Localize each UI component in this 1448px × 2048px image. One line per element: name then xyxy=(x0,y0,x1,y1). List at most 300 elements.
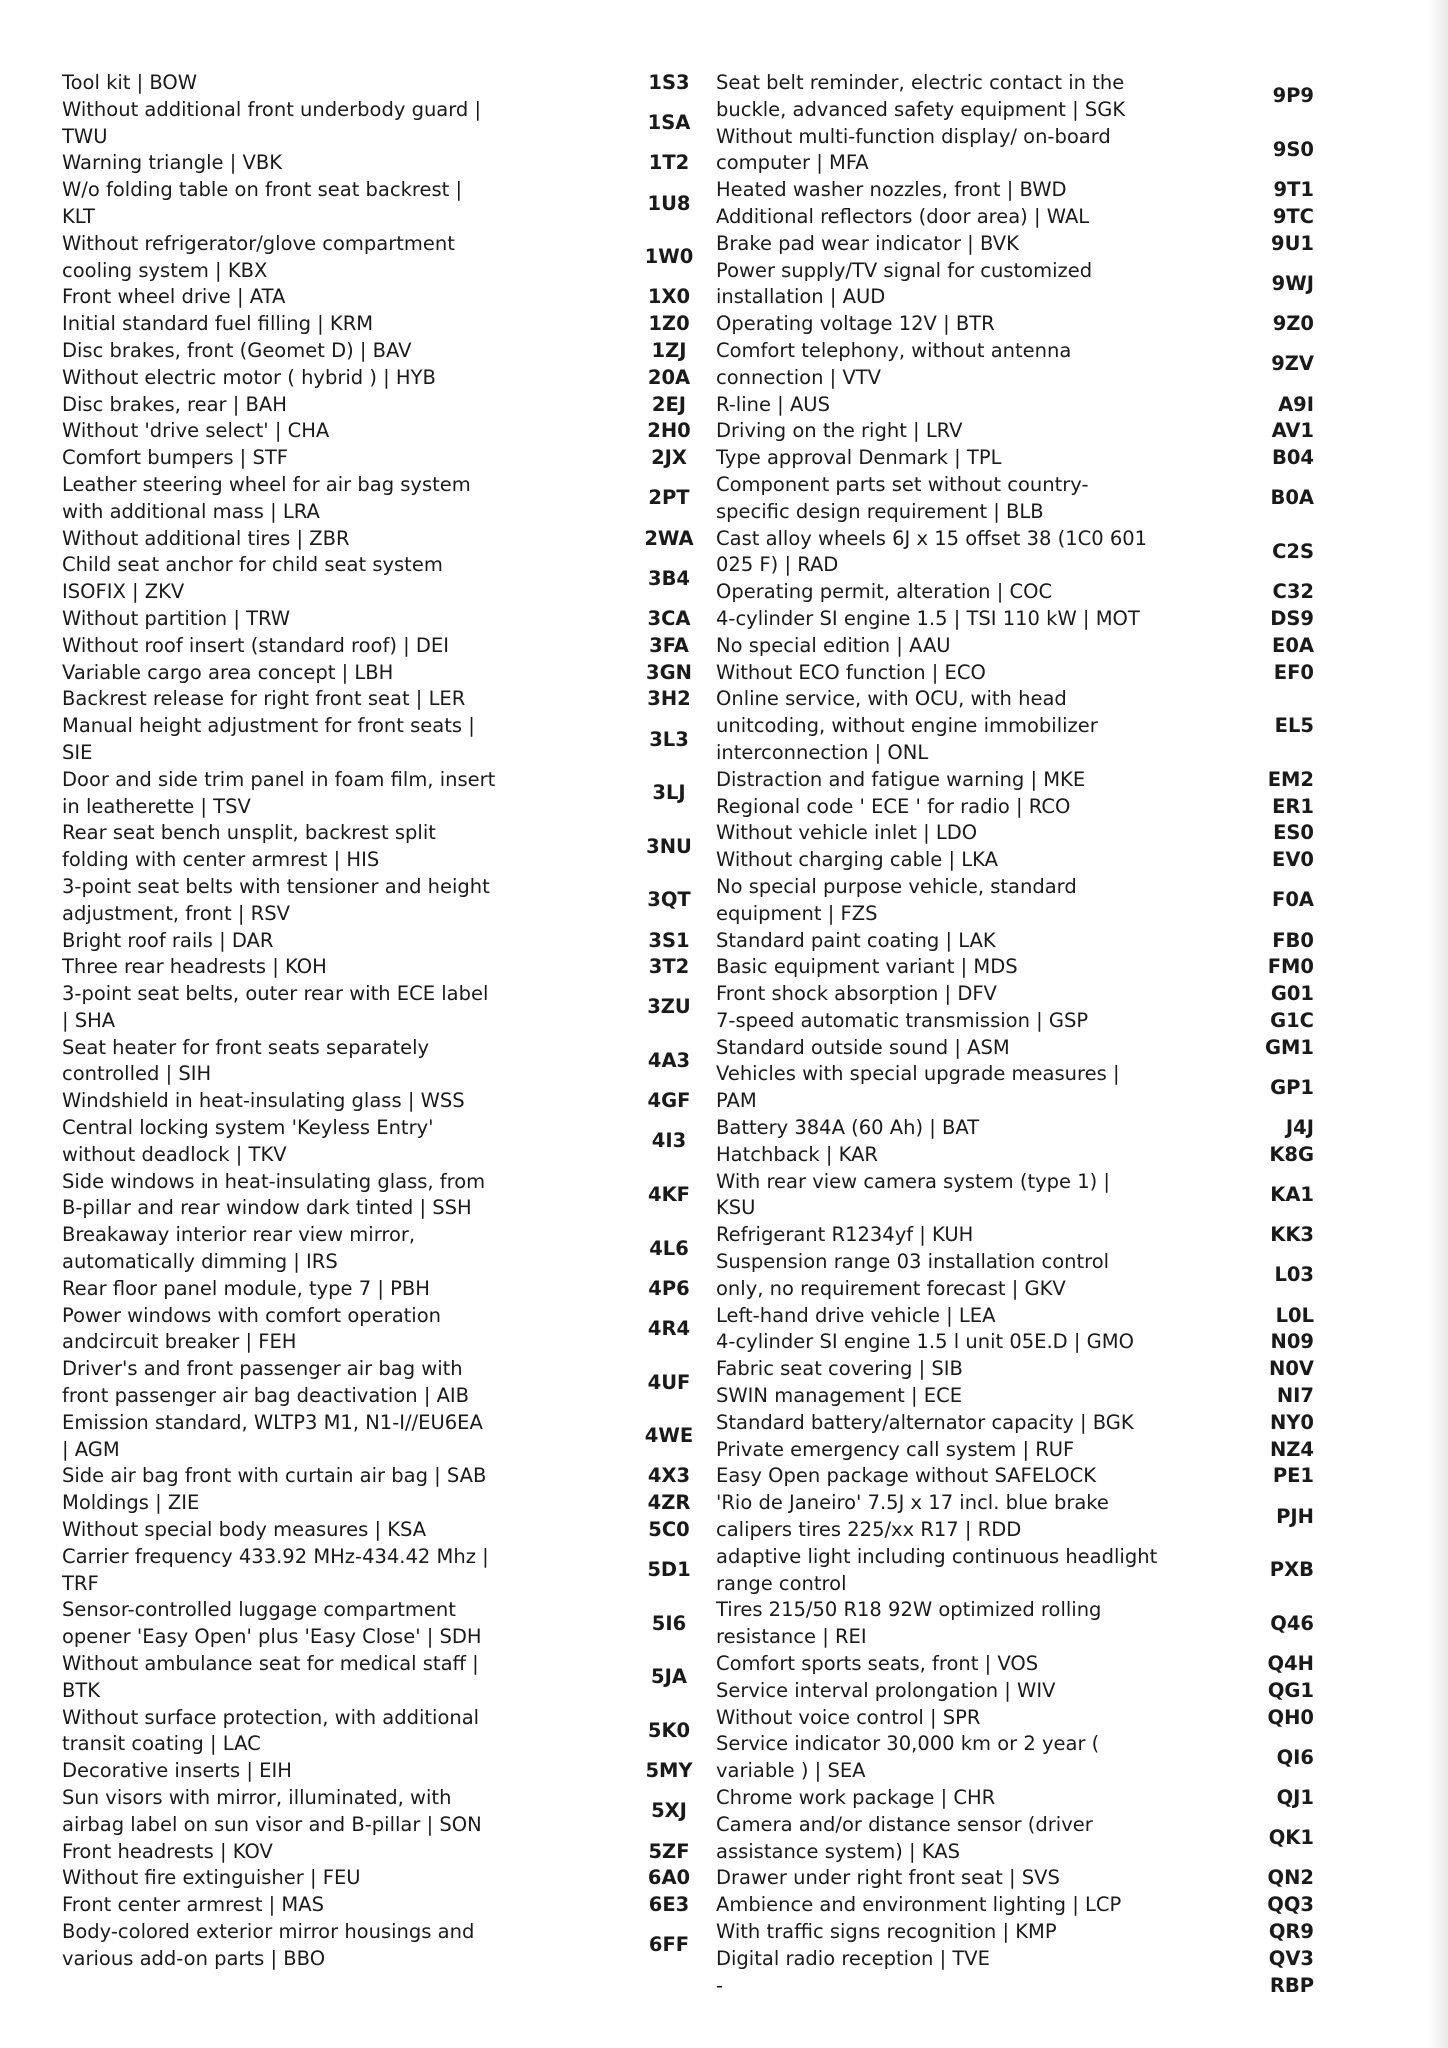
equipment-description xyxy=(62,1303,622,1357)
equipment-row xyxy=(62,1839,718,1866)
equipment-code: N09 xyxy=(1270,1330,1314,1354)
description-line: 4-cylinder SI engine 1.5 l unit 05E.D | GMO xyxy=(716,1330,1134,1354)
description-line: Driver's and front passenger air bag with xyxy=(62,1357,463,1381)
equipment-code: QG1 xyxy=(1267,1678,1314,1702)
equipment-row xyxy=(716,1973,1346,2000)
equipment-code: QK1 xyxy=(1268,1826,1314,1850)
equipment-code: 2EJ xyxy=(651,392,687,416)
equipment-code: RBP xyxy=(1269,1973,1314,1997)
equipment-description xyxy=(62,338,622,365)
equipment-code: EL5 xyxy=(1274,714,1314,738)
equipment-description xyxy=(716,981,1194,1008)
equipment-code: 4ZR xyxy=(647,1491,691,1515)
equipment-row xyxy=(716,1946,1346,1973)
description-line: Breakaway interior rear view mirror, xyxy=(62,1223,416,1247)
equipment-code: L03 xyxy=(1274,1263,1314,1287)
equipment-code: 6FF xyxy=(648,1933,690,1957)
equipment-row xyxy=(62,633,718,660)
equipment-code: 20A xyxy=(647,365,691,389)
equipment-row xyxy=(716,954,1346,981)
description-line: Battery 384A (60 Ah) | BAT xyxy=(716,1116,980,1140)
equipment-row xyxy=(62,1705,718,1759)
equipment-description xyxy=(62,954,622,981)
description-line: 'Rio de Janeiro' 7.5J x 17 incl. blue brake xyxy=(716,1491,1109,1515)
description-line: front passenger air bag deactivation | AIB xyxy=(62,1384,470,1408)
equipment-code: 3CA xyxy=(647,606,691,630)
equipment-row xyxy=(62,1222,718,1276)
description-line: Basic equipment variant | MDS xyxy=(716,955,1018,979)
equipment-code: 1S3 xyxy=(648,71,690,94)
equipment-description xyxy=(62,1035,622,1089)
equipment-description xyxy=(716,1892,1194,1919)
description-line: opener 'Easy Open' plus 'Easy Close' | SDH xyxy=(62,1625,482,1649)
equipment-description xyxy=(62,552,622,606)
equipment-description xyxy=(716,1463,1194,1490)
equipment-description xyxy=(716,1731,1194,1785)
equipment-row xyxy=(62,1169,718,1223)
description-line: with additional mass | LRA xyxy=(62,499,320,523)
description-line: No special purpose vehicle, standard xyxy=(716,874,1077,898)
equipment-code: 5C0 xyxy=(648,1518,690,1542)
description-line: Tool kit | BOW xyxy=(62,71,198,94)
description-line: Without additional tires | ZBR xyxy=(62,526,350,550)
equipment-description xyxy=(62,70,622,97)
equipment-row xyxy=(62,365,718,392)
description-line: folding with center armrest | HIS xyxy=(62,848,380,872)
equipment-code: 9S0 xyxy=(1272,137,1314,161)
equipment-code: G01 xyxy=(1270,982,1314,1006)
equipment-code: 3L3 xyxy=(649,727,689,751)
description-line: SWIN management | ECE xyxy=(716,1384,963,1408)
equipment-description xyxy=(716,1356,1194,1383)
right-column xyxy=(716,70,1346,1999)
description-line: Warning triangle | VBK xyxy=(62,151,283,175)
equipment-code: QV3 xyxy=(1268,1946,1314,1970)
equipment-description xyxy=(716,660,1194,687)
description-line: Rear floor panel module, type 7 | PBH xyxy=(62,1276,430,1300)
description-line: 4-cylinder SI engine 1.5 | TSI 110 kW | MOT xyxy=(716,606,1140,630)
equipment-description xyxy=(716,1812,1194,1866)
equipment-row xyxy=(716,392,1346,419)
description-line: Seat belt reminder, electric contact in the xyxy=(716,71,1125,94)
equipment-row xyxy=(716,1383,1346,1410)
description-line: Windshield in heat-insulating glass | WSS xyxy=(62,1089,465,1113)
equipment-row xyxy=(716,1678,1346,1705)
description-line: Regional code ' ECE ' for radio | RCO xyxy=(716,794,1071,818)
equipment-row xyxy=(62,686,718,713)
equipment-description xyxy=(716,338,1194,392)
equipment-row xyxy=(716,1705,1346,1732)
equipment-description xyxy=(62,1544,622,1598)
equipment-row xyxy=(62,284,718,311)
equipment-code: A9I xyxy=(1278,392,1314,416)
description-line: Sun visors with mirror, illuminated, with xyxy=(62,1786,452,1809)
equipment-row xyxy=(62,874,718,928)
equipment-description xyxy=(62,472,622,526)
equipment-description xyxy=(716,1035,1194,1062)
equipment-code: FM0 xyxy=(1267,955,1314,979)
description-line: Bright roof rails | DAR xyxy=(62,928,274,952)
equipment-code: 5D1 xyxy=(647,1558,691,1582)
equipment-description xyxy=(62,1919,622,1973)
equipment-row xyxy=(62,418,718,445)
equipment-description xyxy=(716,1651,1194,1678)
equipment-row xyxy=(716,1544,1346,1598)
equipment-code: F0A xyxy=(1272,888,1314,912)
equipment-description xyxy=(716,1946,1194,1973)
equipment-description xyxy=(716,1329,1194,1356)
description-line: equipment | FZS xyxy=(716,901,878,925)
equipment-description xyxy=(62,392,622,419)
description-line: With traffic signs recognition | KMP xyxy=(716,1919,1057,1943)
equipment-code: 3T2 xyxy=(648,955,690,979)
description-line: Operating voltage 12V | BTR xyxy=(716,312,995,336)
equipment-code: NI7 xyxy=(1276,1384,1314,1408)
equipment-row xyxy=(62,552,718,606)
description-line: Without ambulance seat for medical staff | xyxy=(62,1652,479,1676)
equipment-row xyxy=(716,1115,1346,1142)
equipment-description xyxy=(62,311,622,338)
description-line: Comfort bumpers | STF xyxy=(62,446,288,470)
equipment-code: 4UF xyxy=(647,1370,691,1394)
equipment-code: 9P9 xyxy=(1272,84,1314,108)
equipment-code: 5JA xyxy=(651,1665,687,1689)
description-line: calipers tires 225/xx R17 | RDD xyxy=(716,1518,1022,1542)
equipment-description xyxy=(62,1356,622,1410)
equipment-code: NZ4 xyxy=(1269,1437,1314,1461)
equipment-row xyxy=(716,258,1346,312)
equipment-code: ER1 xyxy=(1272,794,1314,818)
equipment-description xyxy=(716,1410,1194,1437)
equipment-row xyxy=(716,204,1346,231)
equipment-description xyxy=(716,1008,1194,1035)
description-line: without deadlock | TKV xyxy=(62,1142,287,1166)
description-line: Seat heater for front seats separately xyxy=(62,1035,430,1059)
equipment-description xyxy=(716,1142,1194,1169)
description-line: | AGM xyxy=(62,1437,120,1461)
equipment-row xyxy=(62,1865,718,1892)
equipment-description xyxy=(62,1490,622,1517)
equipment-row xyxy=(716,1249,1346,1303)
equipment-code: 5XJ xyxy=(651,1799,687,1823)
description-line: W/o folding table on front seat backrest | xyxy=(62,178,463,202)
description-line: Comfort sports seats, front | VOS xyxy=(716,1652,1039,1676)
description-line: Leather steering wheel for air bag system xyxy=(62,472,471,496)
equipment-code: GM1 xyxy=(1265,1035,1314,1059)
equipment-code: L0L xyxy=(1275,1303,1314,1327)
equipment-description xyxy=(716,1490,1194,1544)
description-line: 025 F) | RAD xyxy=(716,553,839,577)
equipment-row xyxy=(62,1919,718,1973)
description-line: Left-hand drive vehicle | LEA xyxy=(716,1303,996,1327)
equipment-description xyxy=(62,418,622,445)
equipment-code: J4J xyxy=(1285,1116,1314,1140)
equipment-row xyxy=(716,633,1346,660)
equipment-code: 3LJ xyxy=(652,781,686,805)
equipment-description xyxy=(716,177,1194,204)
equipment-code: 2WA xyxy=(644,526,694,550)
equipment-row xyxy=(716,1892,1346,1919)
equipment-code: QR9 xyxy=(1268,1919,1314,1943)
equipment-row xyxy=(62,70,718,97)
description-line: Central locking system 'Keyless Entry' xyxy=(62,1116,434,1140)
equipment-row xyxy=(716,1597,1346,1651)
description-line: Without 'drive select' | CHA xyxy=(62,419,330,443)
description-line: Driving on the right | LRV xyxy=(716,419,963,443)
description-line: Body-colored exterior mirror housings and xyxy=(62,1919,475,1943)
equipment-code: G1C xyxy=(1270,1008,1314,1032)
equipment-code: KK3 xyxy=(1270,1223,1314,1247)
equipment-description xyxy=(62,660,622,687)
description-line: Fabric seat covering | SIB xyxy=(716,1357,963,1381)
equipment-code: 3S1 xyxy=(648,928,690,952)
description-line: Without special body measures | KSA xyxy=(62,1518,427,1542)
equipment-row xyxy=(62,526,718,553)
equipment-row xyxy=(716,579,1346,606)
description-line: Cast alloy wheels 6J x 15 offset 38 (1C0 601 xyxy=(716,526,1148,550)
description-line: adjustment, front | RSV xyxy=(62,901,290,925)
equipment-code: 5K0 xyxy=(647,1719,691,1742)
description-line: PAM xyxy=(716,1089,757,1113)
equipment-code: EV0 xyxy=(1272,848,1314,872)
description-line: Side air bag front with curtain air bag | SAB xyxy=(62,1464,487,1488)
description-line: Service interval prolongation | WIV xyxy=(716,1678,1056,1702)
equipment-code: 4X3 xyxy=(647,1464,691,1488)
equipment-row xyxy=(716,1356,1346,1383)
equipment-code: C32 xyxy=(1272,580,1314,604)
description-line: Refrigerant R1234yf | KUH xyxy=(716,1223,974,1247)
description-line: controlled | SIH xyxy=(62,1062,212,1086)
equipment-row xyxy=(62,1544,718,1598)
equipment-code: 9ZV xyxy=(1271,352,1314,376)
description-line: in leatherette | TSV xyxy=(62,794,251,818)
equipment-description xyxy=(62,713,622,767)
equipment-description xyxy=(716,526,1194,580)
description-line: Without electric motor ( hybrid ) | HYB xyxy=(62,365,436,389)
equipment-row xyxy=(62,1463,718,1490)
equipment-description xyxy=(62,1597,622,1651)
equipment-description xyxy=(62,1517,622,1544)
description-line: Vehicles with special upgrade measures | xyxy=(716,1062,1120,1086)
equipment-row xyxy=(716,70,1346,124)
description-line: Initial standard fuel filling | KRM xyxy=(62,312,374,336)
equipment-row xyxy=(62,954,718,981)
description-line: specific design requirement | BLB xyxy=(716,499,1044,523)
equipment-code: QN2 xyxy=(1267,1866,1314,1890)
equipment-description xyxy=(62,1169,622,1223)
equipment-description xyxy=(716,928,1194,955)
equipment-description xyxy=(716,1973,1194,2000)
equipment-row xyxy=(716,418,1346,445)
description-line: Digital radio reception | TVE xyxy=(716,1946,990,1970)
equipment-description xyxy=(716,1678,1194,1705)
equipment-description xyxy=(62,1839,622,1866)
equipment-description xyxy=(716,311,1194,338)
equipment-code: 3B4 xyxy=(648,566,690,590)
equipment-row xyxy=(716,820,1346,847)
equipment-row xyxy=(62,1758,718,1785)
equipment-description xyxy=(716,686,1194,766)
equipment-code: B0A xyxy=(1270,486,1314,510)
equipment-description xyxy=(716,1544,1194,1598)
description-line: 3-point seat belts, outer rear with ECE label xyxy=(62,982,489,1006)
equipment-row xyxy=(716,1410,1346,1437)
equipment-row xyxy=(716,526,1346,580)
equipment-code: QI6 xyxy=(1276,1745,1314,1769)
description-line: connection | VTV xyxy=(716,365,881,389)
equipment-code: 3NU xyxy=(646,834,692,858)
description-line: Additional reflectors (door area) | WAL xyxy=(716,204,1090,228)
equipment-description xyxy=(62,1463,622,1490)
description-line: Rear seat bench unsplit, backrest split xyxy=(62,821,436,845)
equipment-description xyxy=(62,1758,622,1785)
description-line: Comfort telephony, without antenna xyxy=(716,338,1072,362)
equipment-description xyxy=(716,1115,1194,1142)
description-line: Operating permit, alteration | COC xyxy=(716,580,1053,604)
equipment-description xyxy=(62,231,622,285)
equipment-row xyxy=(62,1035,718,1089)
equipment-code: 1X0 xyxy=(647,285,691,309)
description-line: Service indicator 30,000 km or 2 year ( xyxy=(716,1732,1100,1756)
description-line: Tires 215/50 R18 92W optimized rolling xyxy=(716,1598,1102,1622)
equipment-description xyxy=(716,847,1194,874)
equipment-row xyxy=(62,1303,718,1357)
equipment-code: QJ1 xyxy=(1276,1786,1314,1809)
equipment-code: 2H0 xyxy=(647,419,691,443)
equipment-code: 9U1 xyxy=(1271,231,1314,255)
equipment-row xyxy=(716,1463,1346,1490)
equipment-row xyxy=(62,1490,718,1517)
equipment-row xyxy=(716,1651,1346,1678)
description-line: andcircuit breaker | FEH xyxy=(62,1330,297,1354)
equipment-row xyxy=(62,311,718,338)
equipment-row xyxy=(62,928,718,955)
description-line: KSU xyxy=(716,1196,756,1220)
description-line: | SHA xyxy=(62,1008,116,1032)
description-line: Front wheel drive | ATA xyxy=(62,285,286,309)
description-line: BTK xyxy=(62,1678,101,1702)
description-line: installation | AUD xyxy=(716,285,886,309)
equipment-row xyxy=(62,1785,718,1839)
equipment-description xyxy=(62,1410,622,1464)
description-line: SIE xyxy=(62,740,93,764)
equipment-row xyxy=(716,1303,1346,1330)
equipment-description xyxy=(716,204,1194,231)
equipment-description xyxy=(62,97,622,151)
equipment-description xyxy=(716,1705,1194,1732)
description-line: interconnection | ONL xyxy=(716,740,929,764)
description-line: only, no requirement forecast | GKV xyxy=(716,1276,1066,1300)
equipment-code: 1SA xyxy=(647,111,691,135)
equipment-row xyxy=(62,1088,718,1115)
description-line: Without voice control | SPR xyxy=(716,1705,981,1729)
equipment-description xyxy=(716,1303,1194,1330)
equipment-row xyxy=(62,472,718,526)
equipment-description xyxy=(716,445,1194,472)
equipment-row xyxy=(716,1142,1346,1169)
description-line: TRF xyxy=(62,1571,99,1595)
description-line: Power supply/TV signal for customized xyxy=(716,258,1093,282)
equipment-row xyxy=(716,472,1346,526)
equipment-row xyxy=(716,1437,1346,1464)
equipment-code: 9TC xyxy=(1272,204,1314,228)
description-line: 3-point seat belts with tensioner and height xyxy=(62,874,490,898)
description-line: Hatchback | KAR xyxy=(716,1142,878,1166)
equipment-description xyxy=(62,686,622,713)
equipment-code: 5I6 xyxy=(651,1611,687,1635)
description-line: airbag label on sun visor and B-pillar | SON xyxy=(62,1812,482,1836)
equipment-code: 1T2 xyxy=(648,151,690,175)
equipment-code: E0A xyxy=(1272,633,1314,657)
equipment-row xyxy=(716,767,1346,794)
description-line: Without ECO function | ECO xyxy=(716,660,986,684)
equipment-row xyxy=(62,981,718,1035)
equipment-row xyxy=(62,445,718,472)
description-line: automatically dimming | IRS xyxy=(62,1250,338,1274)
description-line: Manual height adjustment for front seats | xyxy=(62,714,475,738)
equipment-code: 4WE xyxy=(644,1424,694,1448)
equipment-code: 6A0 xyxy=(647,1866,691,1890)
equipment-row xyxy=(716,1490,1346,1544)
equipment-row xyxy=(716,338,1346,392)
equipment-row xyxy=(716,660,1346,687)
equipment-description xyxy=(716,392,1194,419)
description-line: Component parts set without country- xyxy=(716,472,1089,496)
description-line: Moldings | ZIE xyxy=(62,1491,200,1515)
equipment-code: EF0 xyxy=(1273,660,1314,684)
equipment-row xyxy=(716,1812,1346,1866)
description-line: Front headrests | KOV xyxy=(62,1839,273,1863)
equipment-description xyxy=(716,794,1194,821)
equipment-row xyxy=(62,1517,718,1544)
equipment-row xyxy=(716,1731,1346,1785)
description-line: - xyxy=(716,1973,724,1997)
equipment-code: 1W0 xyxy=(644,245,694,269)
equipment-code: 4I3 xyxy=(651,1129,687,1153)
equipment-row xyxy=(716,1061,1346,1115)
equipment-description xyxy=(716,874,1194,928)
description-line: Without vehicle inlet | LDO xyxy=(716,821,978,845)
equipment-description xyxy=(62,981,622,1035)
description-line: Easy Open package without SAFELOCK xyxy=(716,1464,1097,1488)
equipment-description xyxy=(62,928,622,955)
description-line: cooling system | KBX xyxy=(62,258,268,282)
equipment-row xyxy=(716,794,1346,821)
description-line: With rear view camera system (type 1) | xyxy=(716,1169,1110,1193)
equipment-description xyxy=(62,1865,622,1892)
description-line: Type approval Denmark | TPL xyxy=(716,446,1002,470)
equipment-description xyxy=(716,1865,1194,1892)
description-line: R-line | AUS xyxy=(716,392,830,416)
equipment-description xyxy=(62,1088,622,1115)
equipment-description xyxy=(716,1383,1194,1410)
equipment-description xyxy=(716,606,1194,633)
equipment-row xyxy=(716,177,1346,204)
equipment-row xyxy=(716,1008,1346,1035)
equipment-code: B04 xyxy=(1272,446,1314,470)
equipment-code: 3GN xyxy=(646,660,692,684)
description-line: Online service, with OCU, with head xyxy=(716,687,1067,711)
equipment-code: 4L6 xyxy=(649,1236,689,1260)
equipment-code: 4P6 xyxy=(648,1276,690,1300)
description-line: Without additional front underbody guard | xyxy=(62,97,482,121)
equipment-code: N0V xyxy=(1269,1357,1314,1381)
equipment-code: 9T1 xyxy=(1273,178,1314,202)
description-line: Child seat anchor for child seat system xyxy=(62,553,443,577)
equipment-description xyxy=(62,1115,622,1169)
description-line: Distraction and fatigue warning | MKE xyxy=(716,767,1086,791)
equipment-description xyxy=(716,767,1194,794)
